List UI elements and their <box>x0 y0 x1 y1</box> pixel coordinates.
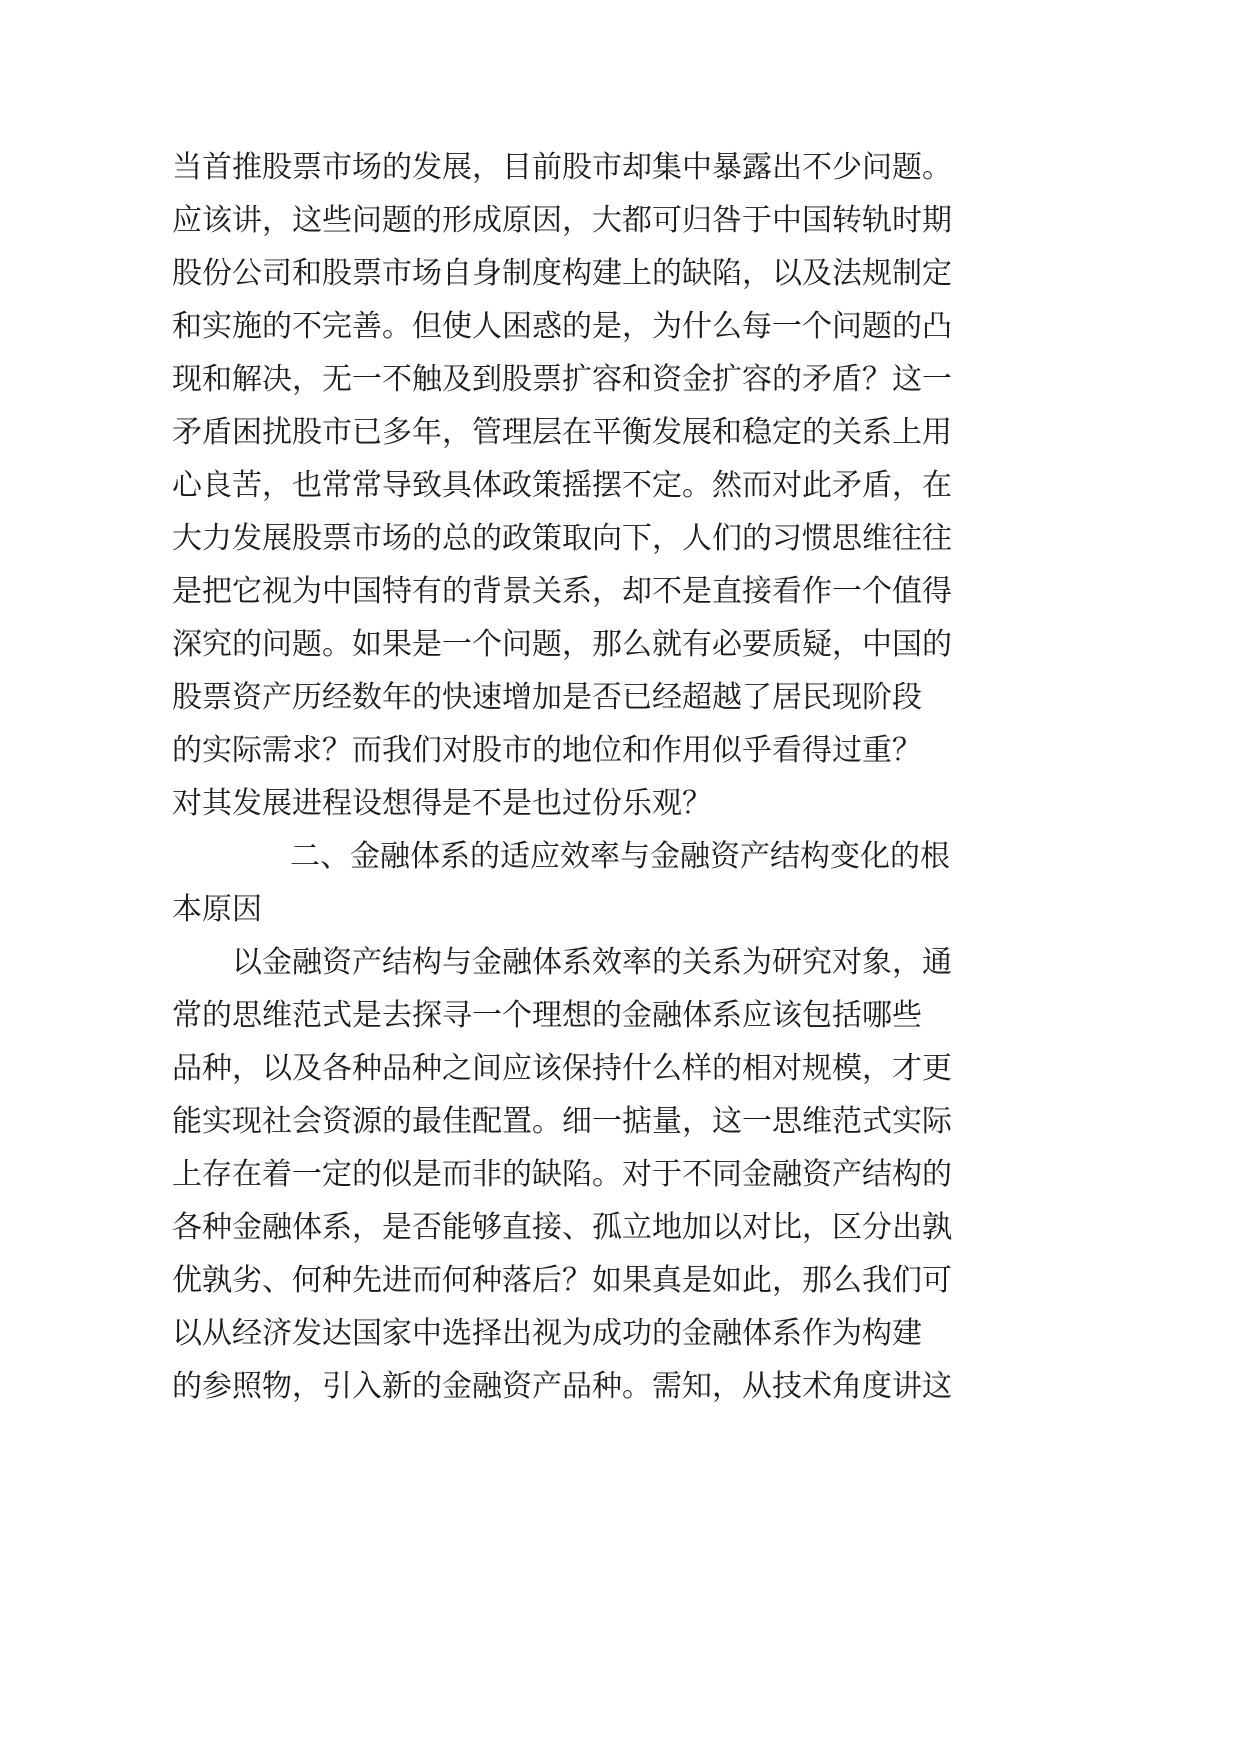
paragraph-2-line: 能实现社会资源的最佳配置。细一掂量，这一思维范式实际 <box>172 1104 952 1139</box>
paragraph-2-line: 的参照物，引入新的金融资产品种。需知，从技术角度讲这 <box>172 1369 952 1404</box>
paragraph-1-line: 现和解决，无一不触及到股票扩容和资金扩容的矛盾？这一 <box>172 362 952 397</box>
paragraph-1-line: 心良苦，也常常导致具体政策摇摆不定。然而对此矛盾，在 <box>172 468 952 503</box>
paragraph-1-line: 大力发展股票市场的总的政策取向下，人们的习惯思维往往 <box>172 521 952 556</box>
paragraph-2-line: 以从经济发达国家中选择出视为成功的金融体系作为构建 <box>172 1316 922 1351</box>
paragraph-2-line: 上存在着一定的似是而非的缺陷。对于不同金融资产结构的 <box>172 1157 952 1192</box>
paragraph-2-line: 优孰劣、何种先进而何种落后？如果真是如此，那么我们可 <box>172 1263 952 1298</box>
paragraph-2-line: 各种金融体系，是否能够直接、孤立地加以对比，区分出孰 <box>172 1210 952 1245</box>
paragraph-2-line: 品种，以及各种品种之间应该保持什么样的相对规模，才更 <box>172 1051 952 1086</box>
paragraph-1-line: 是把它视为中国特有的背景关系，却不是直接看作一个值得 <box>172 574 952 609</box>
paragraph-1-line: 当首推股票市场的发展，目前股市却集中暴露出不少问题。 <box>172 150 952 185</box>
paragraph-1-line: 股票资产历经数年的快速增加是否已经超越了居民现阶段 <box>172 680 922 715</box>
paragraph-1-line: 应该讲，这些问题的形成原因，大都可归咎于中国转轨时期 <box>172 203 952 238</box>
paragraph-1-line: 的实际需求？而我们对股市的地位和作用似乎看得过重？ <box>172 733 922 768</box>
section-heading-line: 本原因 <box>172 892 262 927</box>
paragraph-1-line: 股份公司和股票市场自身制度构建上的缺陷，以及法规制定 <box>172 256 952 291</box>
paragraph-2-line: 以金融资产结构与金融体系效率的关系为研究对象，通 <box>232 945 952 980</box>
paragraph-1-line: 对其发展进程设想得是不是也过份乐观？ <box>172 786 712 821</box>
paragraph-2-line: 常的思维范式是去探寻一个理想的金融体系应该包括哪些 <box>172 998 922 1033</box>
paragraph-1-line: 和实施的不完善。但使人困惑的是，为什么每一个问题的凸 <box>172 309 952 344</box>
paragraph-1-line: 矛盾困扰股市已多年，管理层在平衡发展和稳定的关系上用 <box>172 415 952 450</box>
paragraph-1-line: 深究的问题。如果是一个问题，那么就有必要质疑，中国的 <box>172 627 952 662</box>
section-heading-line: 二、金融体系的适应效率与金融资产结构变化的根 <box>290 839 950 874</box>
